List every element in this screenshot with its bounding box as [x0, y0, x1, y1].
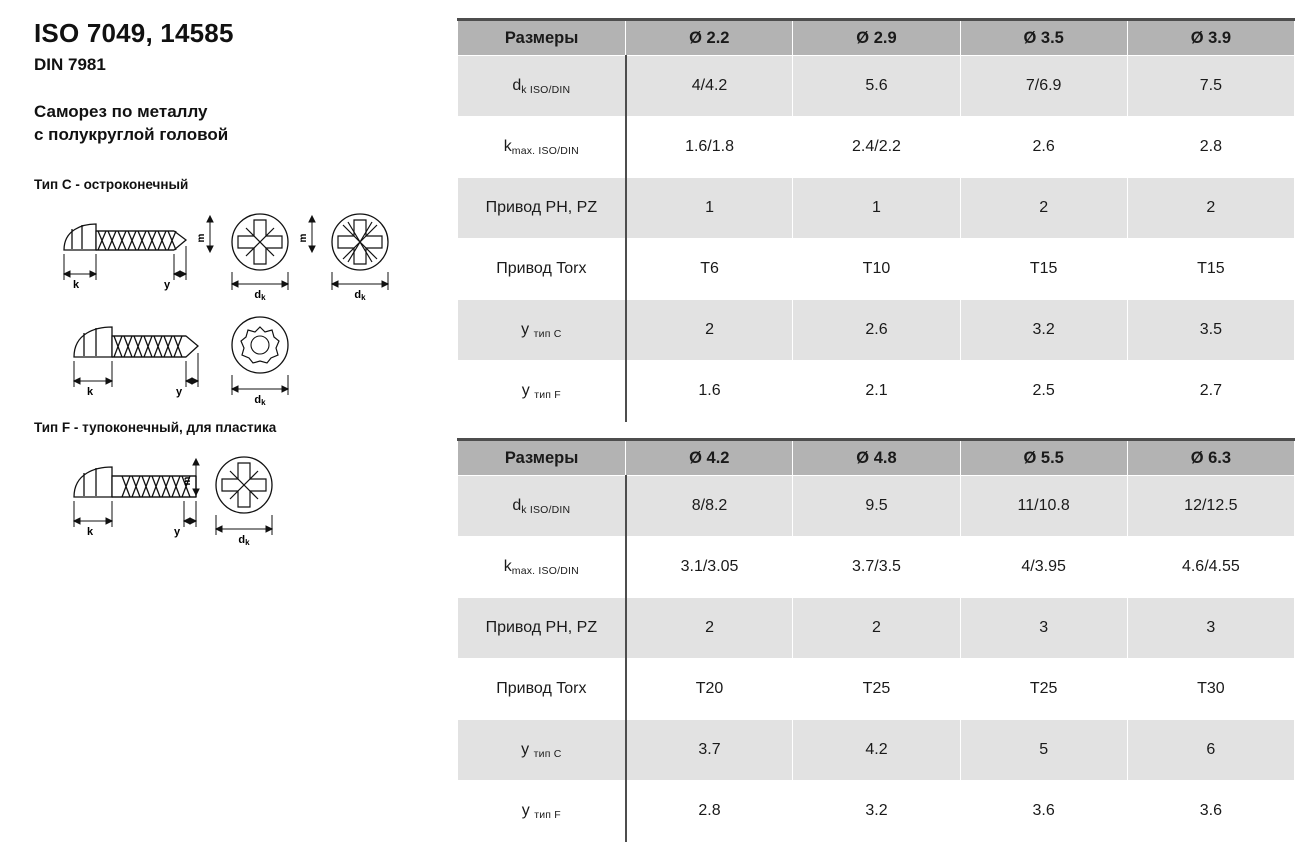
table0-row2-col1: 1 [626, 178, 793, 239]
table0-row4-col2: 2.6 [793, 300, 960, 361]
table0-row4-col4: 3.5 [1127, 300, 1294, 361]
product-description-line1: Саморез по металлу [34, 102, 208, 121]
left-info-column [0, 0, 452, 837]
product-description-line2: с полукруглой головой [34, 124, 229, 144]
table0-row3-col1: T6 [626, 239, 793, 300]
table0-row3-col3: T15 [960, 239, 1127, 300]
table0-row3-label: Привод Torx [458, 239, 626, 300]
table1-row0-col3: 11/10.8 [960, 476, 1127, 537]
table0-row1-col2: 2.4/2.2 [793, 117, 960, 178]
table0-header-1: Ø 2.2 [626, 20, 793, 56]
table0-row2-col4: 2 [1127, 178, 1294, 239]
table0-row1-col3: 2.6 [960, 117, 1127, 178]
table1-header-1: Ø 4.2 [626, 440, 793, 476]
table1-header-2: Ø 4.8 [793, 440, 960, 476]
table0-row2-col3: 2 [960, 178, 1127, 239]
table0-row2-col2: 1 [793, 178, 960, 239]
table1-row3-label: Привод Torx [458, 659, 626, 720]
table0-row0-col2: 5.6 [793, 56, 960, 117]
type-c-label: Тип C - остроконечный [34, 176, 189, 192]
product-description [34, 101, 442, 147]
table0-row0-col1: 4/4.2 [626, 56, 793, 117]
table-row [458, 659, 1295, 720]
table0-row1-label: kmax. ISO/DIN [458, 117, 626, 178]
dim-y-label-c1: y [163, 278, 171, 291]
table1-row5-col2: 3.2 [793, 781, 960, 842]
table-row [458, 781, 1295, 842]
table0-row5-col3: 2.5 [960, 361, 1127, 422]
table1-row0-label: dk ISO/DIN [458, 476, 626, 537]
table1-row2-col1: 2 [626, 598, 793, 659]
table1-row5-label: y тип F [458, 781, 626, 842]
table1-header-4: Ø 6.3 [1127, 440, 1294, 476]
spec-table-small-diameters [457, 18, 1295, 422]
table-row [458, 300, 1295, 361]
table1-row1-col1: 3.1/3.05 [626, 537, 793, 598]
table0-row3-col2: T10 [793, 239, 960, 300]
table-row [458, 361, 1295, 422]
table0-row5-col4: 2.7 [1127, 361, 1294, 422]
table0-header-0: Размеры [458, 20, 626, 56]
table0-row0-label: dk ISO/DIN [458, 56, 626, 117]
table1-row4-col3: 5 [960, 720, 1127, 781]
table-row [458, 720, 1295, 781]
type-f-label: Тип F - тупоконечный, для пластика [34, 419, 277, 435]
dim-k-label-c2: k [86, 385, 94, 398]
dim-dk-label-c3: dk [254, 393, 266, 407]
spec-table-large-diameters [457, 438, 1295, 842]
table1-row2-col4: 3 [1127, 598, 1294, 659]
dim-m-label-c2: m [298, 233, 309, 243]
table0-header-2: Ø 2.9 [793, 20, 960, 56]
specification-tables [457, 18, 1295, 842]
table0-row3-col4: T15 [1127, 239, 1294, 300]
dim-k-label-f: k [86, 525, 94, 538]
dim-dk-label-c2: dk [354, 288, 366, 302]
table1-row5-col3: 3.6 [960, 781, 1127, 842]
screw-diagram-type-c-torx [34, 305, 434, 407]
screw-diagram-type-f [34, 445, 434, 547]
table-row [458, 476, 1295, 537]
table1-row3-col3: T25 [960, 659, 1127, 720]
table1-header-0: Размеры [458, 440, 626, 476]
table0-row4-label: y тип C [458, 300, 626, 361]
table1-row3-col1: T20 [626, 659, 793, 720]
table-row [458, 117, 1295, 178]
table1-row1-col2: 3.7/3.5 [793, 537, 960, 598]
table0-header-4: Ø 3.9 [1127, 20, 1294, 56]
table-header-row [458, 20, 1295, 56]
table1-row1-col4: 4.6/4.55 [1127, 537, 1294, 598]
dim-m-label-c1: m [196, 233, 207, 243]
figure-row-type-f [34, 445, 442, 546]
table1-row2-col3: 3 [960, 598, 1127, 659]
table0-row5-col1: 1.6 [626, 361, 793, 422]
table1-row3-col4: T30 [1127, 659, 1294, 720]
table0-row2-label: Привод PH, PZ [458, 178, 626, 239]
dim-dk-label-c1: dk [254, 288, 266, 302]
dim-dk-label-f: dk [238, 533, 250, 547]
table0-row5-col2: 2.1 [793, 361, 960, 422]
table-row [458, 56, 1295, 117]
page-title: ISO 7049, 14585 [34, 18, 234, 48]
standard-subtitle: DIN 7981 [34, 55, 106, 74]
table-row [458, 239, 1295, 300]
table1-row0-col4: 12/12.5 [1127, 476, 1294, 537]
table1-row1-label: kmax. ISO/DIN [458, 537, 626, 598]
dim-k-label-c1: k [72, 278, 80, 291]
table0-row5-label: y тип F [458, 361, 626, 422]
table-header-row [458, 440, 1295, 476]
table0-row4-col1: 2 [626, 300, 793, 361]
table1-row2-col2: 2 [793, 598, 960, 659]
figure-row-type-c-1 [34, 202, 442, 302]
table0-row1-col1: 1.6/1.8 [626, 117, 793, 178]
table1-row4-col1: 3.7 [626, 720, 793, 781]
figure-row-type-c-2 [34, 305, 442, 406]
table0-row4-col3: 3.2 [960, 300, 1127, 361]
table0-header-3: Ø 3.5 [960, 20, 1127, 56]
table-row [458, 537, 1295, 598]
table1-row2-label: Привод PH, PZ [458, 598, 626, 659]
table-row [458, 178, 1295, 239]
table1-row5-col4: 3.6 [1127, 781, 1294, 842]
table0-row1-col4: 2.8 [1127, 117, 1294, 178]
table1-row4-col2: 4.2 [793, 720, 960, 781]
table1-row0-col1: 8/8.2 [626, 476, 793, 537]
table1-row5-col1: 2.8 [626, 781, 793, 842]
table1-row1-col3: 4/3.95 [960, 537, 1127, 598]
dim-m-label-f: m [182, 476, 193, 486]
table1-row0-col2: 9.5 [793, 476, 960, 537]
dim-y-label-f: y [173, 525, 181, 538]
screw-diagram-type-c-ph [34, 202, 434, 302]
table0-row0-col4: 7.5 [1127, 56, 1294, 117]
table0-row0-col3: 7/6.9 [960, 56, 1127, 117]
dim-y-label-c2: y [175, 385, 183, 398]
table1-header-3: Ø 5.5 [960, 440, 1127, 476]
table1-row4-col4: 6 [1127, 720, 1294, 781]
table1-row4-label: y тип C [458, 720, 626, 781]
table1-row3-col2: T25 [793, 659, 960, 720]
table-row [458, 598, 1295, 659]
